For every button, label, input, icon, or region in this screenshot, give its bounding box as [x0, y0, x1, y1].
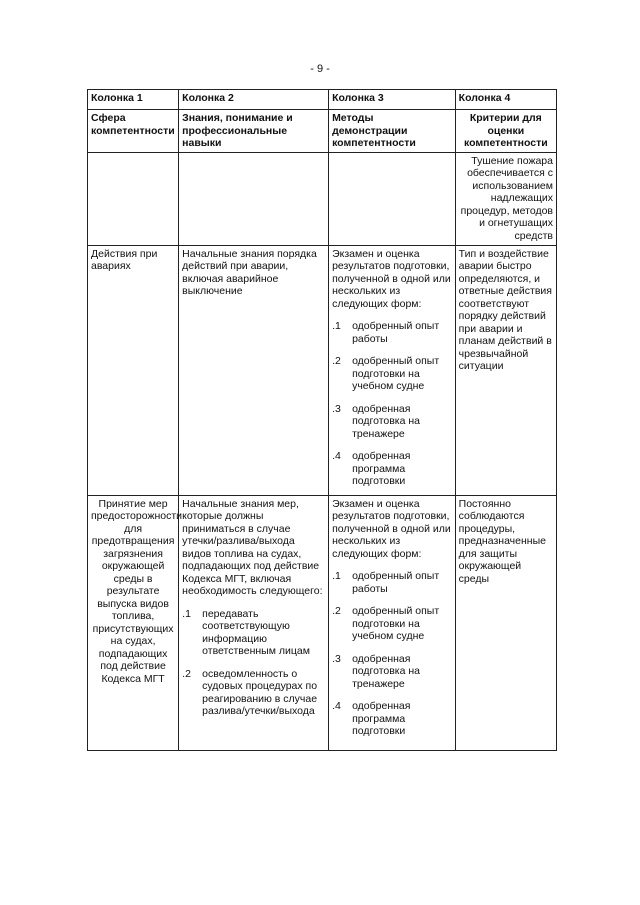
item-number: .3 [332, 402, 341, 415]
subheader-competence: Сфера компетентности [88, 110, 179, 153]
subheader-knowledge: Знания, понимание и профессиональные навыки [179, 110, 329, 153]
list-item [182, 668, 325, 718]
cell-methods-emergency [329, 245, 456, 495]
list-item [332, 605, 452, 643]
column-header-2: Колонка 2 [179, 90, 329, 110]
item-text: одобренная программа подготовки [352, 700, 411, 737]
item-text: осведомленность о судовых процедурах по реагированию в случае разлива/утечки/выхода [202, 667, 318, 717]
table-row [88, 152, 557, 245]
list-item [332, 355, 452, 393]
cell-knowledge-pollution [179, 495, 329, 750]
cell-criteria-emergency: Тип и воздействие аварии быстро определяются, и ответные действия соответствуют порядку действий при аварии и планам действий в чрезвычайной ситуации [455, 245, 556, 495]
page-number: - 9 - [310, 63, 330, 75]
item-text: передавать соответствующую информацию ответственным лицам [202, 607, 310, 657]
table-row [88, 245, 557, 495]
item-text: одобренный опыт подготовки на учебном судне [352, 355, 440, 392]
cell-empty [179, 152, 329, 245]
list-item [332, 570, 452, 595]
column-header-4: Колонка 4 [455, 90, 556, 110]
item-number: .4 [332, 700, 341, 712]
list-item [332, 320, 452, 345]
item-text: одобренная подготовка на тренажере [352, 652, 421, 690]
list-item [332, 450, 452, 488]
subheader-criteria: Критерии для оценки компетентности [455, 110, 556, 153]
item-number: .1 [332, 320, 341, 332]
item-text: одобренный опыт работы [352, 570, 440, 595]
subheader-methods: Методы демонстрации компетентности [329, 110, 456, 153]
item-number: .2 [332, 355, 341, 367]
subheader-row [88, 110, 557, 153]
competence-table [87, 89, 557, 751]
list-item [332, 700, 452, 738]
item-number: .1 [182, 607, 191, 620]
list-item [332, 403, 452, 441]
cell-empty [329, 152, 456, 245]
cell-empty [88, 152, 179, 245]
column-header-3: Колонка 3 [329, 90, 456, 110]
table-row [88, 495, 557, 750]
column-header-row [88, 90, 557, 110]
item-number: .3 [332, 652, 341, 665]
item-number: .2 [332, 605, 341, 617]
item-text: одобренный опыт работы [352, 320, 440, 345]
item-text: одобренная программа подготовки [352, 450, 411, 487]
list-item [182, 608, 325, 658]
item-text: одобренный опыт подготовки на учебном судне [352, 605, 440, 642]
cell-competence-pollution: Принятие мер предосторожности для предотвращения загрязнения окружающей среды в результате выпуска видов топлива, присутствующих на судах, подпадающих под действие Кодекса МГТ [88, 495, 179, 750]
methods-intro: Экзамен и оценка результатов подготовки, полученной в одной или нескольких из следующих форм: [332, 247, 451, 310]
cell-criteria-pollution: Постоянно соблюдаются процедуры, предназначенные для защиты окружающей среды [455, 495, 556, 750]
methods-intro: Экзамен и оценка результатов подготовки, полученной в одной или нескольких из следующих форм: [332, 497, 451, 560]
item-number: .1 [332, 570, 341, 582]
item-number: .4 [332, 450, 341, 462]
cell-knowledge-emergency: Начальные знания порядка действий при аварии, включая аварийное выключение [179, 245, 329, 495]
item-text: одобренная подготовка на тренажере [352, 402, 421, 440]
knowledge-intro: Начальные знания мер, которые должны приниматься в случае утечки/разлива/выхода видов топлива на судах, подпадающих под действие Кодекса МГТ, включая необходимость следующего: [182, 497, 323, 597]
column-header-1: Колонка 1 [88, 90, 179, 110]
cell-competence-emergency: Действия при авариях [88, 245, 179, 495]
item-number: .2 [182, 667, 191, 680]
cell-methods-pollution [329, 495, 456, 750]
list-item [332, 653, 452, 691]
cell-criteria-firefighting: Тушение пожара обеспечивается с использованием надлежащих процедур, методов и огнетушащих средств [455, 152, 556, 245]
